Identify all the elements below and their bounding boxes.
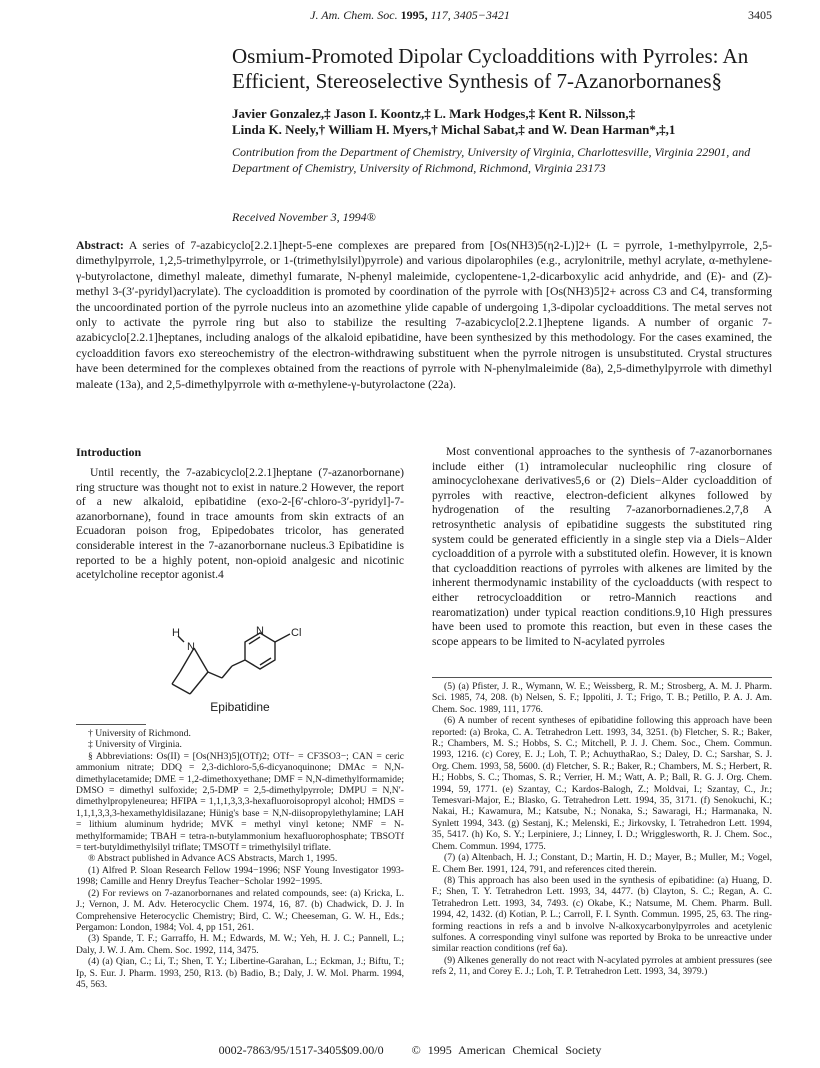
page-number: 3405	[748, 8, 772, 22]
abstract-text: A series of 7-azabicyclo[2.2.1]hept-5-ene complexes are prepared from [Os(NH3)5(η2-L)]2+ (L = pyrrole, 1-methylpyrrole, 2,5-dimethylpyrrole, 1,2,5-trimethylpyrrole, or 1-(trimethylsilyl)pyrrole) and various dipolarophiles (e.g., acrylonitrile, methyl acrylate, α-methylene-γ-butyrolactone, dimethyl maleate, dimethyl fumarate, N-phenyl maleimide, cyclopentene-1,2-dicarboxylic acid anhydride, and (E)- and (Z)- methyl 3-(3′-pyridyl)acrylate). The cycloaddition is promoted by coordination of the pyrrole with [Os(NH3)5]2+ across C3 and C4, transforming the uncoordinated portion of the pyrrole nucleus into an azomethine ylide capable of undergoing 1,3-dipolar cycloadditions. The metal serves not only to activate the pyrrole ring but also to stabilize the resulting 7-azabicyclo[2.2.1]heptene ligands. A number of organic 7-azabicyclo[2.2.1]heptanes, including analogs of the alkaloid epibatidine, have been synthesized by this methodology. For the cases examined, the cycloaddition favors exo stereochemistry of the electron-withdrawing substituent when the pyrrole nitrogen is unsubstituted. Crystal structures have been determined for the complexes obtained from the reactions of pyrrole with N-phenylmaleimide (8a), 2,5-dimethylpyrrole with dimethyl maleate (13a), and 2,5-dimethylpyrrole with α-methylene-γ-butyrolactone (22a).	[76, 238, 772, 391]
authors-line-2: Linda K. Neely,† William H. Myers,† Michal Sabat,‡ and W. Dean Harman*,‡,1	[232, 122, 676, 137]
footnote: † University of Richmond.	[88, 728, 191, 739]
footnote: (5) (a) Pfister, J. R., Wymann, W. E.; Weissberg, R. M.; Strosberg, A. M. J. Pharm. Sci. 1985, 74, 208. (b) Nelsen, S. F.; Ippoliti, J. T.; Frigo, T. B.; Petillo, P. A. J. Am. Chem. Soc. 1989, 111, 1776.	[432, 681, 772, 715]
footnote: (6) A number of recent syntheses of epibatidine following this approach have been reported: (a) Broka, C. A. Tetrahedron Lett. 1993, 34, 3251. (b) Fletcher, S. R.; Baker, R.; Chambers, M. S.; Hobbs, S. C.; Mitchell, P. J. J. Chem. Soc., Chem. Commun. 1993, 1216. (c) Corey, E. J.; Loh, T. P.; AchuythaRao, S.; Daley, D. C.; Sarshar, S. J. Org. Chem. 1993, 58, 5600. (d) Fletcher, S. R.; Baker, R.; Chambers, M. S.; Herbert, R. H.; Hobbs, S. C.; Thomas, S. R.; Verrier, H. M.; Watt, A. P.; Ball, R. G. J. Org. Chem. 1994, 59, 1771. (e) Szantay, C.; Kardos-Balogh, Z.; Moldvai, I.; Szantay, C., Jr.; Temesvari-Major, E.; Blasko, G. Tetrahedron Lett. 1994, 35, 3171. (f) Senokuchi, K.; Nakai, H.; Kawamura, M.; Katsube, N.; Nonaka, S.; Sawaragi, H.; Harmanaka, N. Synlett 1994, 343. (g) Sestanj, K.; Melenski, E.; Jirkovsky, I. Tetrahedron Lett. 1994, 35, 5417. (h) Ko, S. Y.; Lerpiniere, J.; Linney, I. D.; Wrigglesworth, R. J. Chem. Soc., Chem. Commun. 1994, 1775.	[432, 715, 772, 852]
structure-label: Epibatidine	[210, 700, 270, 714]
journal-name: J. Am. Chem. Soc.	[310, 8, 398, 22]
journal-volume: 117,	[430, 8, 451, 22]
article-title: Osmium-Promoted Dipolar Cycloadditions with Pyrroles: An Efficient, Stereoselective Synthesis of 7-Azanorbornanes§	[232, 44, 749, 93]
received-date: Received November 3, 1994®	[232, 210, 376, 224]
footnote: (8) This approach has also been used in the synthesis of epibatidine: (a) Huang, D. F.; Shen, T. Y. Tetrahedron Lett. 1993, 34, 4477. (b) Clayton, S. C.; Regan, A. C. Tetrahedron Lett. 1993, 34, 7493. (c) Okabe, K.; Natsume, M. Chem. Pharm. Bull. 1994, 42, 1432. (d) Kotian, P. L.; Carroll, F. I. Synth. Commun. 1995, 25, 63. The ring-forming reactions in refs a and b involve N-alkoxycarbonylpyrroles and acetylenic sulfones. A corresponding vinyl sulfone was reported by Broka to be unreactive under similar reaction conditions (ref 6a).	[432, 874, 772, 955]
abstract	[76, 238, 772, 392]
journal-pages: 3405−3421	[453, 8, 510, 22]
page-footer	[0, 1043, 820, 1058]
affiliation: Contribution from the Department of Chemistry, University of Virginia, Charlottesville, Virginia 22901, and Department of Chemistry, University of Richmond, Richmond, Virginia 23173	[232, 145, 751, 175]
intro-left-paragraph: Until recently, the 7-azabicyclo[2.2.1]heptane (7-azanorbornane) ring structure was thought not to exist in nature.2 However, the report of a new alkaloid, epibatidine (exo-2-[6′-chloro-3′-pyridyl]-7-azanorbornane), found in trace amounts from skin extracts of an Ecuadoran poison frog, Epipedobates tricolor, has generated considerable interest in the 7-azanorbornane nucleus.3 Epibatidine is reported to be a highly potent, non-opioid analgesic and nicotinic acetylcholine receptor agonist.4	[76, 466, 404, 582]
running-header	[0, 8, 820, 23]
footnote: (7) (a) Altenbach, H. J.; Constant, D.; Martin, H. D.; Mayer, B.; Muller, M.; Vogel, E. Chem Ber. 1991, 124, 791, and references cited therein.	[432, 852, 772, 875]
chlorine-label: Cl	[291, 627, 302, 639]
author-list	[232, 106, 772, 138]
footnote: ® Abstract published in Advance ACS Abstracts, March 1, 1995.	[88, 853, 338, 865]
abstract-label: Abstract:	[76, 238, 124, 252]
footnote-divider-left	[76, 724, 146, 725]
footnote: (2) For reviews on 7-azanorbornanes and related compounds, see: (a) Kricka, L. J.; Vernon, J. M. Adv. Heterocyclic Chem. 1974, 16, 87. (b) Chadwick, D. J. In Comprehensive Heterocyclic Chemistry; Bird, C. W.; Cheeseman, G. W. H., Eds.; Pergamon: London, 1984; Vol. 4, pp 151, 261.	[76, 887, 404, 933]
epibatidine-structure	[150, 612, 350, 712]
intro-heading: Introduction	[76, 445, 142, 459]
footnote-divider-right	[432, 677, 772, 678]
footnote: (4) (a) Qian, C.; Li, T.; Shen, T. Y.; Libertine-Garahan, L.; Eckman, J.; Biftu, T.; Ip, S. Eur. J. Pharm. 1993, 250, R13. (b) Badio, B.; Daly, J. W. Mol. Pharm. 1994, 45, 563.	[76, 956, 404, 990]
footnote: (9) Alkenes generally do not react with N-acylated pyrroles at ambient pressures (see refs 2, 11, and Corey E. J.; Loh, T. P. Tetrahedron Lett. 1993, 34, 3979.)	[432, 954, 772, 978]
footnote: § Abbreviations: Os(II) = [Os(NH3)5](OTf)2; OTf− = CF3SO3−; CAN = ceric ammonium nitrate; DDQ = 2,3-dichloro-5,6-dicyanoquinone; DMAc = N,N-dimethylacetamide; DME = 1,2-dimethoxyethane; DMF = N,N-dimethylformamide; DMSO = dimethyl sulfoxide; 2,5-DMP = 2,5-dimethylpyrrole; DMPU = N,N′-dimethylpropyleneurea; HFIPA = 1,1,1,3,3,3-hexafluoroisopropyl alcohol; HMDS = 1,1,1,3,3,3-hexamethyldisilazane; Hünig's base = N,N-diisopropylethylamine; LAH = lithium aluminum hydride; MVK = methyl vinyl ketone; NMF = N-methylformamide; TBAH = tetra-n-butylammonium hexafluorophosphate; TBSOTf = tert-butyldimethylsilyl triflate; TMSOTf = trimethylsilyl triflate.	[76, 750, 404, 854]
authors-line-1: Javier Gonzalez,‡ Jason I. Koontz,‡ L. Mark Hodges,‡ Kent R. Nilsson,‡	[232, 106, 636, 121]
footnotes-right	[432, 681, 772, 978]
nh-h-label: H	[172, 627, 180, 639]
footnotes-left	[76, 728, 404, 990]
footnote: (3) Spande, T. F.; Garraffo, H. M.; Edwards, M. W.; Yeh, H. J. C.; Pannell, L.; Daly, J. W. J. Am. Chem. Soc. 1992, 114, 3475.	[76, 933, 404, 956]
journal-year: 1995,	[400, 8, 428, 22]
nh-n-label: N	[187, 641, 195, 653]
pyridine-n-label: N	[256, 625, 264, 637]
footnote: ‡ University of Virginia.	[88, 739, 182, 751]
intro-right-paragraph: Most conventional approaches to the synthesis of 7-azanorbornanes include either (1) intramolecular nucleophilic ring closure of aminocyclohexane derivatives5,6 or (2) Diels−Alder cycloaddition of pyrroles with reactive, electron-deficient alkynes followed by hydrogenation of the resulting 7-azanorbornadienes.2,7,8 A retrosynthetic analysis of epibatidine suggests the substituted ring system could be generated efficiently in a single step via a Diels−Alder cycloaddition of a pyrrole with a substituted olefin. However, it is known that cycloaddition reactions of pyrroles with alkenes are limited by the inherent thermodynamic instability of the cycloadducts (with respect to either retrocycloaddition or retro-Mannich reactions and rearomatization) under typical reaction conditions.9,10 High pressures have been used to promote this reaction, but even in these cases the scope appears to be limited to N-acylated pyrroles	[432, 445, 772, 648]
footer-code: 0002-7863/95/1517-3405$09.00/0	[218, 1043, 384, 1057]
footer-copyright: © 1995 American Chemical Society	[411, 1043, 602, 1057]
footnote: (1) Alfred P. Sloan Research Fellow 1994−1996; NSF Young Investigator 1993-1998; Camille and Henry Dreyfus Teacher−Scholar 1992−1995.	[76, 864, 404, 888]
